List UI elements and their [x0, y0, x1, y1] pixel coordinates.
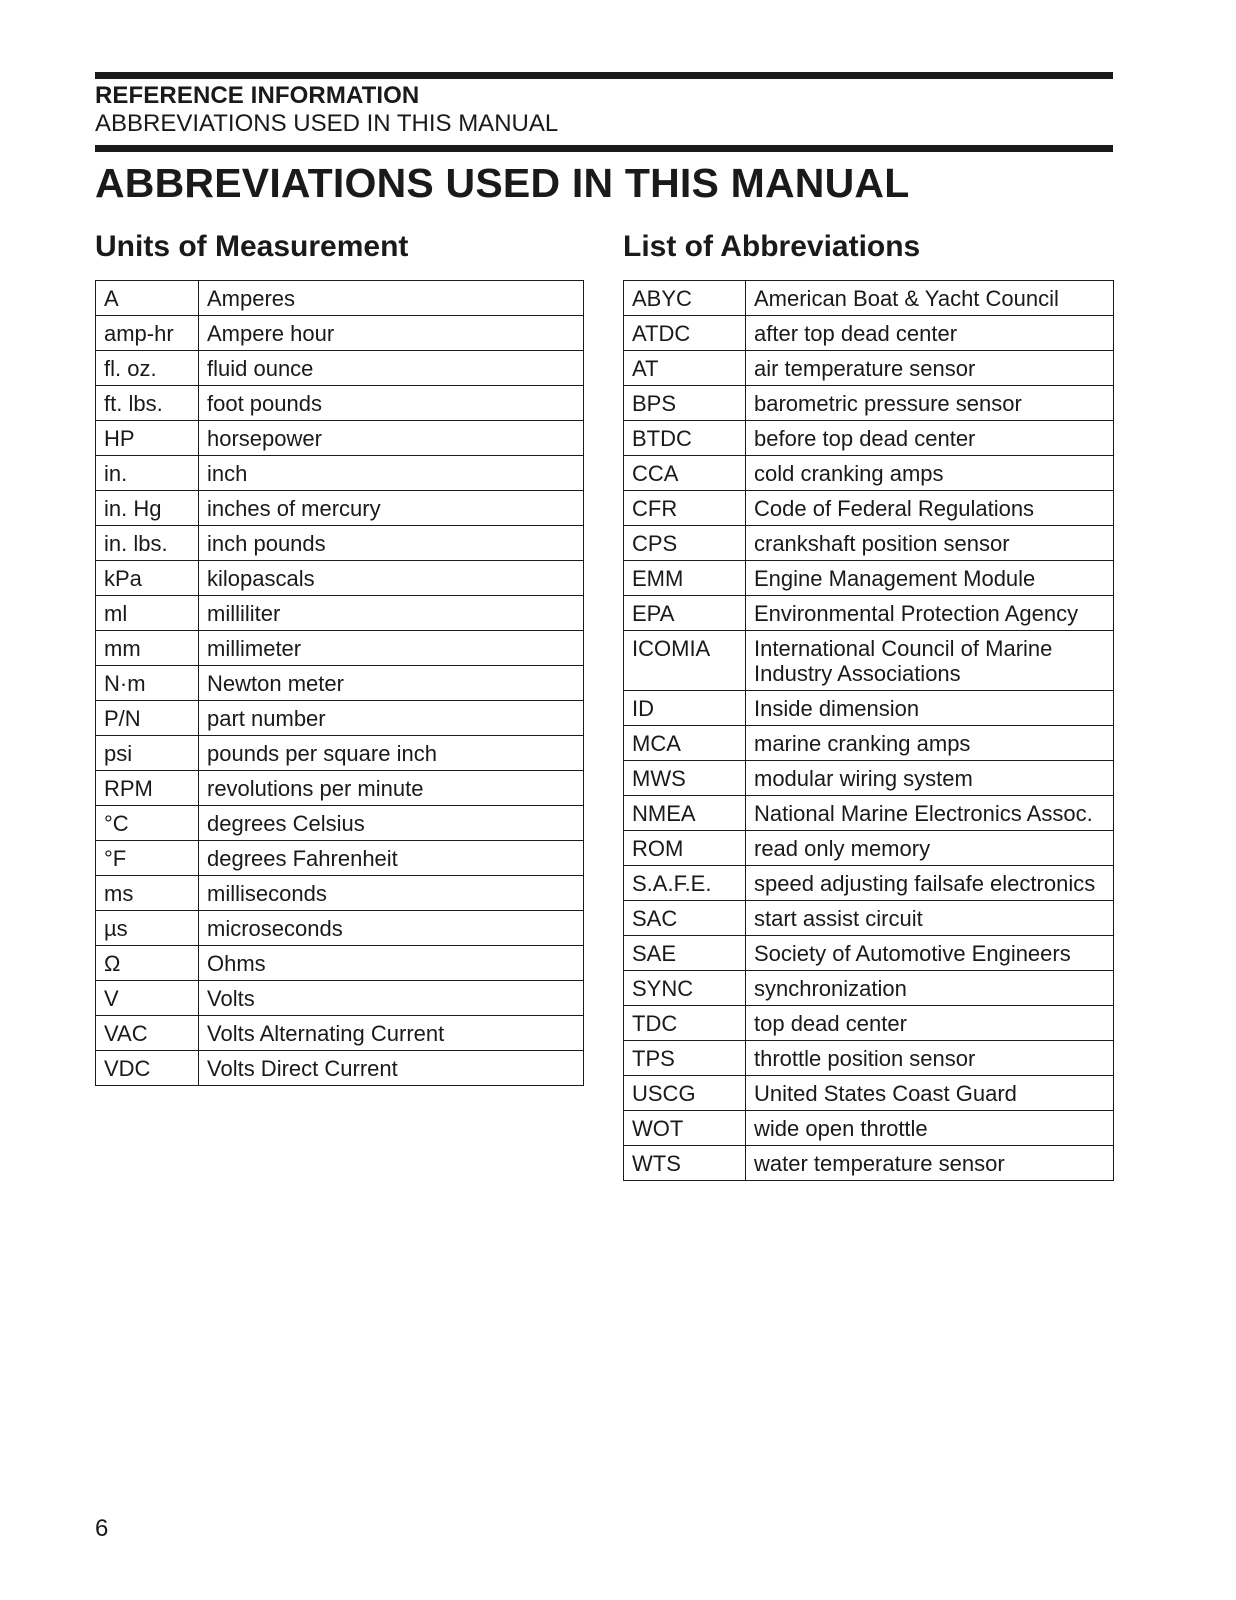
- abbreviation-cell: V: [96, 981, 199, 1016]
- units-heading: Units of Measurement: [95, 230, 409, 263]
- meaning-cell: Society of Automotive Engineers: [746, 936, 1114, 971]
- abbreviation-cell: °F: [96, 841, 199, 876]
- meaning-cell: milliseconds: [199, 876, 584, 911]
- meaning-cell: Volts Alternating Current: [199, 1016, 584, 1051]
- abbreviation-cell: MCA: [624, 726, 746, 761]
- abbreviation-cell: ABYC: [624, 281, 746, 316]
- table-row: [96, 736, 584, 771]
- table-row: [96, 351, 584, 386]
- table-row: [96, 1016, 584, 1051]
- abbreviation-cell: TPS: [624, 1041, 746, 1076]
- table-row: [624, 351, 1114, 386]
- meaning-cell: synchronization: [746, 971, 1114, 1006]
- table-row: [96, 981, 584, 1016]
- abbreviation-cell: fl. oz.: [96, 351, 199, 386]
- abbreviation-cell: MWS: [624, 761, 746, 796]
- meaning-cell: International Council of Marine Industry Associations: [746, 631, 1114, 691]
- abbreviation-cell: EMM: [624, 561, 746, 596]
- table-row: [624, 526, 1114, 561]
- meaning-cell: inch pounds: [199, 526, 584, 561]
- table-row: [624, 386, 1114, 421]
- table-row: [624, 726, 1114, 761]
- meaning-cell: kilopascals: [199, 561, 584, 596]
- page-title: ABBREVIATIONS USED IN THIS MANUAL: [95, 160, 910, 206]
- table-row: [624, 971, 1114, 1006]
- table-row: [624, 901, 1114, 936]
- table-row: [96, 631, 584, 666]
- table-row: [624, 1146, 1114, 1181]
- table-row: [96, 491, 584, 526]
- meaning-cell: degrees Celsius: [199, 806, 584, 841]
- meaning-cell: top dead center: [746, 1006, 1114, 1041]
- meaning-cell: Code of Federal Regulations: [746, 491, 1114, 526]
- table-row: [624, 936, 1114, 971]
- table-row: [96, 666, 584, 701]
- abbreviation-cell: SAE: [624, 936, 746, 971]
- table-row: [624, 761, 1114, 796]
- table-row: [96, 456, 584, 491]
- table-row: [96, 386, 584, 421]
- meaning-cell: milliliter: [199, 596, 584, 631]
- abbreviation-cell: BTDC: [624, 421, 746, 456]
- abbreviation-cell: psi: [96, 736, 199, 771]
- meaning-cell: start assist circuit: [746, 901, 1114, 936]
- abbreviation-cell: °C: [96, 806, 199, 841]
- meaning-cell: cold cranking amps: [746, 456, 1114, 491]
- abbreviation-cell: ATDC: [624, 316, 746, 351]
- abbreviation-cell: USCG: [624, 1076, 746, 1111]
- table-row: [624, 866, 1114, 901]
- table-row: [624, 316, 1114, 351]
- abbreviation-cell: mm: [96, 631, 199, 666]
- abbreviation-cell: ml: [96, 596, 199, 631]
- meaning-cell: air temperature sensor: [746, 351, 1114, 386]
- abbreviation-cell: RPM: [96, 771, 199, 806]
- meaning-cell: pounds per square inch: [199, 736, 584, 771]
- meaning-cell: revolutions per minute: [199, 771, 584, 806]
- abbreviation-cell: ID: [624, 691, 746, 726]
- meaning-cell: crankshaft position sensor: [746, 526, 1114, 561]
- meaning-cell: speed adjusting failsafe electronics: [746, 866, 1114, 901]
- abbreviations-heading: List of Abbreviations: [623, 230, 921, 263]
- abbreviation-cell: P/N: [96, 701, 199, 736]
- table-row: [96, 596, 584, 631]
- meaning-cell: United States Coast Guard: [746, 1076, 1114, 1111]
- meaning-cell: wide open throttle: [746, 1111, 1114, 1146]
- abbreviation-cell: µs: [96, 911, 199, 946]
- table-row: [624, 281, 1114, 316]
- abbreviation-cell: N·m: [96, 666, 199, 701]
- abbreviation-cell: BPS: [624, 386, 746, 421]
- meaning-cell: read only memory: [746, 831, 1114, 866]
- meaning-cell: degrees Fahrenheit: [199, 841, 584, 876]
- table-row: [96, 841, 584, 876]
- abbreviation-cell: WTS: [624, 1146, 746, 1181]
- meaning-cell: American Boat & Yacht Council: [746, 281, 1114, 316]
- abbreviation-cell: EPA: [624, 596, 746, 631]
- table-row: [96, 771, 584, 806]
- table-row: [96, 946, 584, 981]
- abbreviation-cell: SYNC: [624, 971, 746, 1006]
- header-bottom-rule: [95, 145, 1113, 152]
- table-row: [624, 1006, 1114, 1041]
- meaning-cell: millimeter: [199, 631, 584, 666]
- meaning-cell: microseconds: [199, 911, 584, 946]
- meaning-cell: part number: [199, 701, 584, 736]
- table-row: [96, 421, 584, 456]
- abbreviation-cell: CPS: [624, 526, 746, 561]
- abbreviation-cell: amp-hr: [96, 316, 199, 351]
- table-row: [96, 526, 584, 561]
- table-row: [624, 1076, 1114, 1111]
- table-row: [624, 631, 1114, 691]
- meaning-cell: Engine Management Module: [746, 561, 1114, 596]
- table-row: [96, 316, 584, 351]
- abbreviation-cell: ms: [96, 876, 199, 911]
- units-table: [95, 280, 584, 1086]
- header-top-rule: [95, 72, 1113, 79]
- page-number: 6: [95, 1515, 109, 1542]
- meaning-cell: water temperature sensor: [746, 1146, 1114, 1181]
- meaning-cell: Ohms: [199, 946, 584, 981]
- meaning-cell: inch: [199, 456, 584, 491]
- abbreviation-cell: TDC: [624, 1006, 746, 1041]
- abbreviation-cell: VAC: [96, 1016, 199, 1051]
- meaning-cell: Volts: [199, 981, 584, 1016]
- abbreviation-cell: kPa: [96, 561, 199, 596]
- table-row: [96, 281, 584, 316]
- meaning-cell: Inside dimension: [746, 691, 1114, 726]
- abbreviation-cell: ft. lbs.: [96, 386, 199, 421]
- meaning-cell: after top dead center: [746, 316, 1114, 351]
- table-row: [624, 796, 1114, 831]
- abbreviation-cell: SAC: [624, 901, 746, 936]
- running-header-subsection: ABBREVIATIONS USED IN THIS MANUAL: [95, 110, 559, 137]
- table-row: [96, 1051, 584, 1086]
- abbreviation-cell: CFR: [624, 491, 746, 526]
- meaning-cell: Volts Direct Current: [199, 1051, 584, 1086]
- meaning-cell: inches of mercury: [199, 491, 584, 526]
- abbreviation-cell: WOT: [624, 1111, 746, 1146]
- meaning-cell: barometric pressure sensor: [746, 386, 1114, 421]
- table-row: [96, 806, 584, 841]
- abbreviation-cell: ROM: [624, 831, 746, 866]
- abbreviation-cell: VDC: [96, 1051, 199, 1086]
- meaning-cell: foot pounds: [199, 386, 584, 421]
- abbreviation-cell: ICOMIA: [624, 631, 746, 691]
- table-row: [624, 1041, 1114, 1076]
- abbreviation-cell: NMEA: [624, 796, 746, 831]
- abbreviation-cell: in.: [96, 456, 199, 491]
- table-row: [624, 1111, 1114, 1146]
- meaning-cell: Ampere hour: [199, 316, 584, 351]
- meaning-cell: modular wiring system: [746, 761, 1114, 796]
- meaning-cell: before top dead center: [746, 421, 1114, 456]
- abbreviation-cell: AT: [624, 351, 746, 386]
- abbreviation-cell: HP: [96, 421, 199, 456]
- meaning-cell: National Marine Electronics Assoc.: [746, 796, 1114, 831]
- table-row: [96, 911, 584, 946]
- abbreviation-cell: in. lbs.: [96, 526, 199, 561]
- table-row: [624, 596, 1114, 631]
- meaning-cell: fluid ounce: [199, 351, 584, 386]
- meaning-cell: Newton meter: [199, 666, 584, 701]
- table-row: [624, 691, 1114, 726]
- table-row: [96, 701, 584, 736]
- meaning-cell: horsepower: [199, 421, 584, 456]
- running-header-section: REFERENCE INFORMATION: [95, 82, 420, 109]
- table-row: [624, 421, 1114, 456]
- abbreviation-cell: in. Hg: [96, 491, 199, 526]
- table-row: [624, 831, 1114, 866]
- meaning-cell: Amperes: [199, 281, 584, 316]
- abbreviations-table: [623, 280, 1114, 1181]
- table-row: [624, 561, 1114, 596]
- meaning-cell: throttle position sensor: [746, 1041, 1114, 1076]
- abbreviation-cell: Ω: [96, 946, 199, 981]
- table-row: [96, 561, 584, 596]
- table-row: [624, 491, 1114, 526]
- abbreviation-cell: A: [96, 281, 199, 316]
- table-row: [624, 456, 1114, 491]
- meaning-cell: marine cranking amps: [746, 726, 1114, 761]
- meaning-cell: Environmental Protection Agency: [746, 596, 1114, 631]
- abbreviation-cell: CCA: [624, 456, 746, 491]
- abbreviation-cell: S.A.F.E.: [624, 866, 746, 901]
- table-row: [96, 876, 584, 911]
